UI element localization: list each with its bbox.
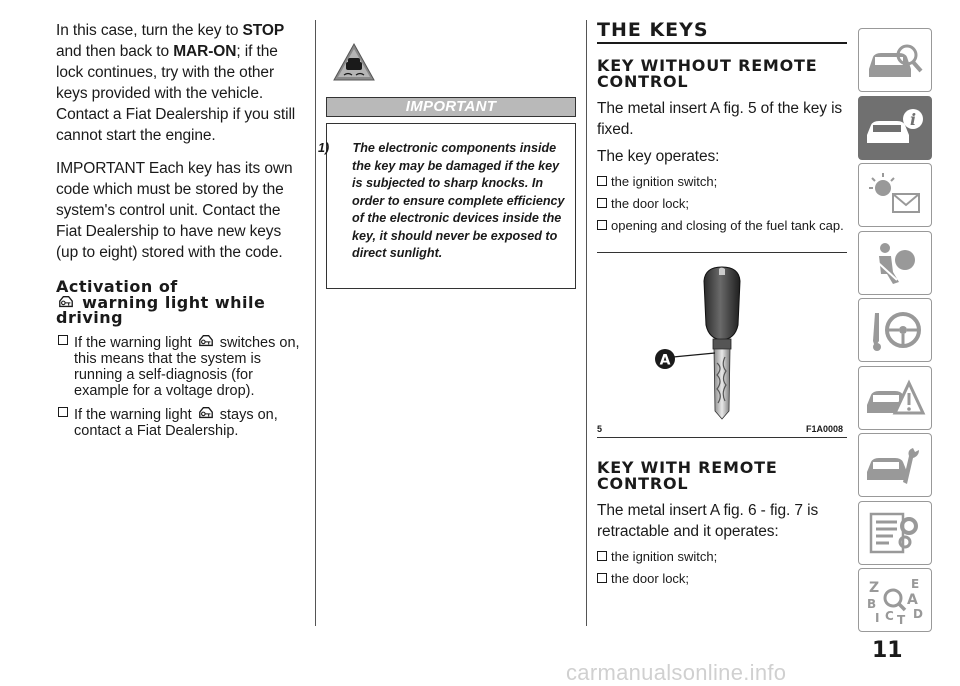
paragraph-stop-key: In this case, turn the key to STOP and then back to MAR-ON; if the lock continues, try with the other keys provided with the vehicle. Contact a Fiat Dealership if you still cannot start the engine.	[56, 22, 296, 144]
bullet-square	[597, 573, 607, 583]
important-banner: IMPORTANT	[326, 97, 576, 117]
list-item: If the warning light stays on, contact a Fiat Dealership.	[56, 405, 304, 439]
key-illustration	[597, 253, 847, 421]
svg-text:i: i	[909, 109, 917, 129]
important-note-box	[318, 123, 576, 289]
important-note: 1) The electronic components inside the key may be damaged if the key is subjected to sharp knocks. In order to ensure complete efficiency of the electronic devices inside the key, it should never be exposed to direct sunlight.	[318, 141, 565, 260]
car-magnifier-icon	[863, 35, 927, 85]
bullet-square	[597, 551, 607, 561]
bullet-square	[597, 198, 607, 208]
column-left	[56, 20, 304, 445]
tab-safety[interactable]	[858, 231, 932, 295]
svg-text:D: D	[913, 607, 923, 621]
airbag-seatbelt-icon	[863, 238, 927, 288]
svg-text:E: E	[911, 577, 920, 591]
tab-emergency[interactable]	[858, 366, 932, 430]
bullet-square	[597, 176, 607, 186]
section-title: THE KEYS	[597, 20, 847, 44]
subheading-key-with-remote: KEY WITH REMOTE CONTROL	[597, 458, 778, 493]
immobilizer-warning-icon	[197, 333, 215, 349]
figure-caption	[597, 422, 847, 438]
warning-light-message-icon	[863, 170, 927, 220]
svg-text:T: T	[897, 613, 906, 626]
warning-light-list	[56, 333, 304, 439]
watermark: carmanualsonline.info	[566, 660, 787, 685]
subheading-key-without-remote: KEY WITHOUT REMOTE CONTROL	[597, 56, 818, 91]
bullet-square	[58, 335, 68, 345]
tab-technical-data[interactable]	[858, 501, 932, 565]
skid-warning-sign-icon	[332, 42, 376, 82]
column-divider-2	[586, 20, 587, 626]
list-item: If the warning light switches on, this means that the system is running a self-diagnosis (for example for a voltage drop).	[56, 333, 304, 399]
figure-number: 5	[597, 424, 603, 434]
svg-text:A: A	[907, 592, 918, 608]
tab-index[interactable]	[858, 568, 932, 632]
tab-warning-lights[interactable]	[858, 163, 932, 227]
document-gear-icon	[863, 508, 927, 558]
tab-maintenance[interactable]	[858, 433, 932, 497]
remote-key-operates-list	[597, 548, 847, 587]
svg-text:I: I	[875, 611, 880, 625]
key-operates-list	[597, 173, 847, 234]
car-info-icon	[863, 103, 927, 153]
alphabet-index-icon	[863, 574, 927, 626]
figure-key	[597, 252, 847, 438]
paragraph-metal-insert-retractable: The metal insert A fig. 6 - fig. 7 is retractable and it operates:	[597, 502, 819, 540]
page-number: 11	[872, 638, 903, 663]
tab-dashboard[interactable]	[858, 28, 932, 92]
immobilizer-warning-icon	[197, 405, 215, 421]
list-item: the ignition switch;	[597, 548, 847, 565]
list-item: the door lock;	[597, 570, 847, 587]
emergency-triangle-icon	[863, 373, 927, 423]
list-item: the ignition switch;	[597, 173, 847, 190]
paragraph-key-code: IMPORTANT Each key has its own code which must be stored by the system's control unit. Contact the Fiat Dealership to have new keys (up to eight) stored with the code.	[56, 160, 293, 261]
car-wrench-icon	[863, 440, 927, 490]
heading-line-2: warning light while	[56, 294, 304, 310]
bullet-square	[58, 407, 68, 417]
column-middle	[318, 20, 576, 289]
svg-text:C: C	[885, 609, 894, 623]
paragraph-metal-insert-fixed: The metal insert A fig. 5 of the key is fixed.	[597, 100, 843, 138]
figure-label-a: A	[659, 352, 671, 369]
list-item: opening and closing of the fuel tank cap.	[597, 217, 847, 234]
column-divider-1	[315, 20, 316, 626]
paragraph-key-operates: The key operates:	[597, 148, 720, 165]
bullet-square	[597, 220, 607, 230]
steering-wheel-key-icon	[863, 305, 927, 355]
svg-text:Z: Z	[869, 580, 880, 596]
list-item: the door lock;	[597, 195, 847, 212]
figure-code: F1A0008	[805, 424, 843, 434]
tab-vehicle-info[interactable]	[858, 96, 932, 160]
svg-text:B: B	[867, 597, 877, 611]
column-right	[597, 20, 847, 592]
tab-starting-driving[interactable]	[858, 298, 932, 362]
chapter-tabs-sidebar	[858, 28, 932, 636]
heading-activation-warning-light: Activation of warning light while driving	[56, 279, 304, 325]
